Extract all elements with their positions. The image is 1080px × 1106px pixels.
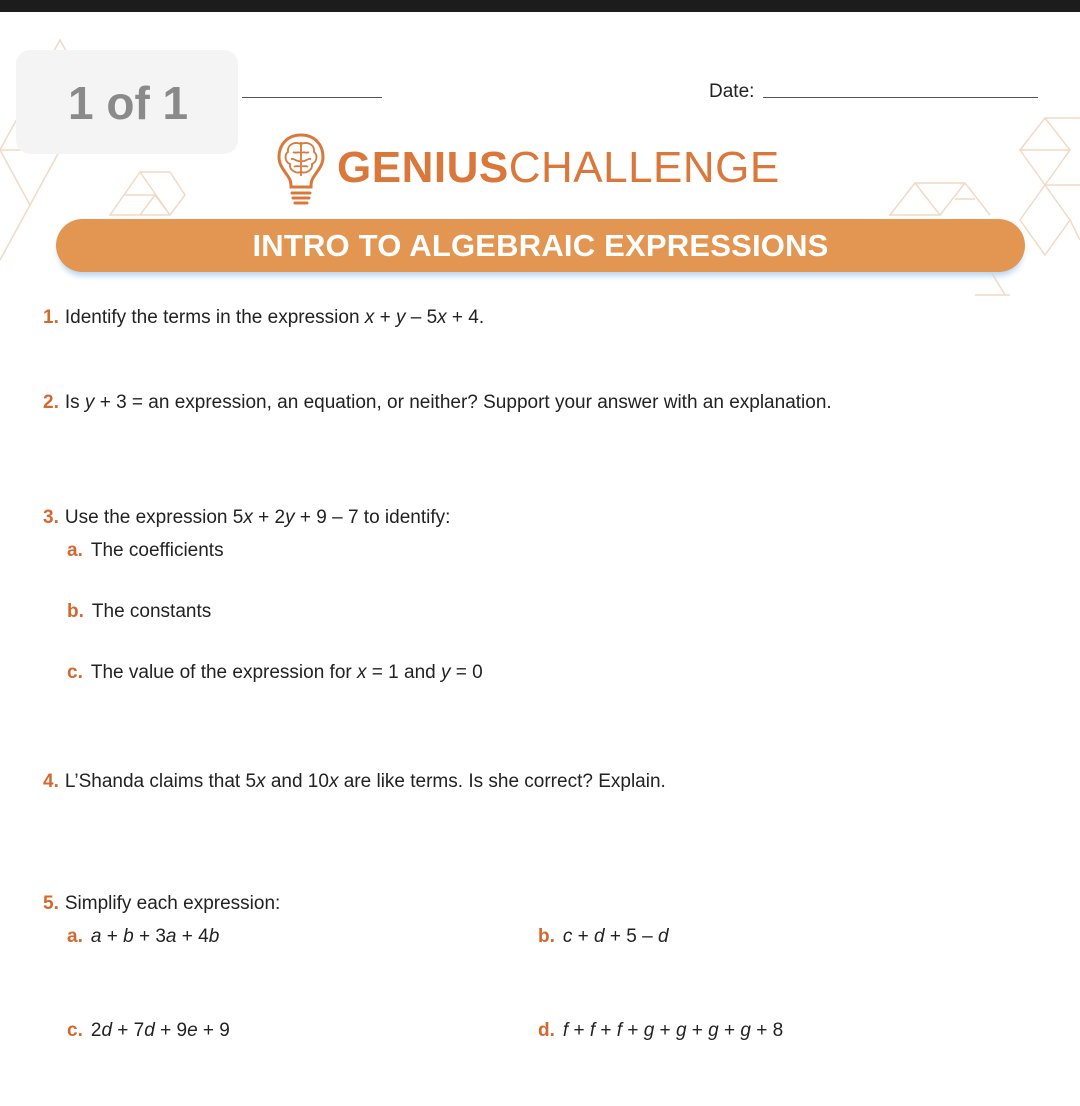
question-text: The constants — [91, 601, 212, 622]
math-text: + — [718, 1020, 741, 1041]
math-text: + 9 — [154, 1020, 188, 1041]
question-text: L’Shanda claims that 5 — [64, 771, 257, 792]
math-text: + 4. — [446, 307, 485, 328]
question-text: The coefficients — [90, 540, 224, 561]
question-text: Simplify each expression: — [64, 893, 281, 914]
subquestion-label: a. — [67, 926, 83, 947]
name-blank-line — [242, 97, 382, 98]
math-variable: y — [395, 307, 406, 328]
logo-text-bold: GENIUS — [337, 143, 509, 192]
math-text: + 3 — [133, 926, 166, 947]
question-3c — [67, 662, 483, 684]
math-variable: g — [675, 1020, 687, 1041]
question-text: an expression, an equation, or neither? Support your answer with an explanation. — [148, 392, 832, 413]
math-variable: x — [328, 771, 339, 792]
math-text: + — [654, 1020, 676, 1041]
math-variable: f — [616, 1020, 623, 1041]
math-text: + — [622, 1020, 644, 1041]
math-variable: g — [643, 1020, 655, 1041]
expression — [91, 1020, 230, 1041]
math-text: + 9 – 7 to identify: — [294, 507, 451, 528]
question-5 — [43, 893, 280, 915]
math-text: 2 — [90, 1020, 102, 1041]
math-variable: y — [441, 662, 451, 683]
expression — [563, 926, 669, 947]
question-number: 4. — [43, 771, 59, 792]
math-variable: x — [243, 507, 253, 528]
question-1 — [43, 307, 484, 329]
subquestion-label: a. — [67, 540, 83, 561]
question-5a — [67, 926, 219, 948]
math-variable: f — [562, 1020, 569, 1041]
math-text: + 5 – — [604, 926, 658, 947]
math-text: + 4 — [176, 926, 209, 947]
math-text: – 5 — [405, 307, 438, 328]
question-text: Is — [64, 392, 85, 413]
question-3a — [67, 540, 224, 562]
question-5c — [67, 1020, 230, 1042]
expression — [563, 1020, 783, 1041]
math-variable: b — [123, 926, 134, 947]
subquestion-label: b. — [538, 926, 555, 947]
math-variable: g — [740, 1020, 751, 1041]
question-number: 2. — [43, 392, 59, 413]
subquestion-label: c. — [67, 1020, 83, 1041]
math-variable: d — [657, 926, 669, 947]
math-text: + — [374, 307, 396, 328]
math-text: are like terms. Is she correct? Explain. — [338, 771, 666, 792]
math-variable: y — [285, 507, 295, 528]
lightbulb-brain-icon — [276, 132, 326, 208]
subquestion-label: d. — [538, 1020, 555, 1041]
question-3b — [67, 601, 211, 623]
subquestion-label: b. — [67, 601, 84, 622]
page-counter-badge — [16, 50, 238, 154]
question-number: 3. — [43, 507, 59, 528]
math-variable: d — [594, 926, 605, 947]
page-counter-text: 1 of 1 — [68, 77, 189, 129]
math-text: + 7 — [112, 1020, 145, 1041]
math-variable: x — [357, 662, 367, 683]
title-banner — [56, 219, 1025, 272]
math-text: + — [101, 926, 124, 947]
math-text: + 2 — [252, 507, 286, 528]
math-variable: x — [364, 307, 375, 328]
question-number: 5. — [43, 893, 59, 914]
math-text: + 3 = — [94, 392, 149, 413]
question-2 — [43, 392, 832, 414]
math-variable: d — [101, 1020, 113, 1041]
math-text: = 1 and — [366, 662, 441, 683]
math-variable: g — [708, 1020, 719, 1041]
question-text: Use the expression 5 — [64, 507, 244, 528]
math-variable: f — [589, 1020, 596, 1041]
math-variable: y — [84, 392, 95, 413]
page-title: INTRO TO ALGEBRAIC EXPRESSIONS — [252, 228, 829, 263]
date-label: Date: — [709, 81, 755, 102]
question-number: 1. — [43, 307, 59, 328]
math-variable: d — [144, 1020, 155, 1041]
math-variable: a — [165, 926, 177, 947]
math-text: + — [595, 1020, 617, 1041]
question-text: The value of the expression for — [90, 662, 358, 683]
math-text: + — [686, 1020, 709, 1041]
question-text: Identify the terms in the expression — [64, 307, 365, 328]
math-text: + — [572, 926, 595, 947]
math-variable: b — [208, 926, 220, 947]
question-5d — [538, 1020, 783, 1042]
genius-challenge-logo — [337, 143, 780, 193]
expression — [91, 926, 219, 947]
math-text: = 0 — [450, 662, 483, 683]
math-variable: x — [437, 307, 447, 328]
math-text: + 8 — [750, 1020, 784, 1041]
math-text: and 10 — [265, 771, 329, 792]
math-variable: a — [90, 926, 102, 947]
question-4 — [43, 771, 666, 793]
math-text: + 9 — [197, 1020, 230, 1041]
subquestion-label: c. — [67, 662, 83, 683]
question-5b — [538, 926, 669, 948]
math-text: + — [568, 1020, 590, 1041]
math-variable: c — [562, 926, 573, 947]
math-variable: e — [187, 1020, 198, 1041]
question-3 — [43, 507, 450, 529]
math-variable: x — [256, 771, 266, 792]
logo-text-light: CHALLENGE — [508, 143, 780, 192]
date-blank-line — [763, 97, 1038, 98]
